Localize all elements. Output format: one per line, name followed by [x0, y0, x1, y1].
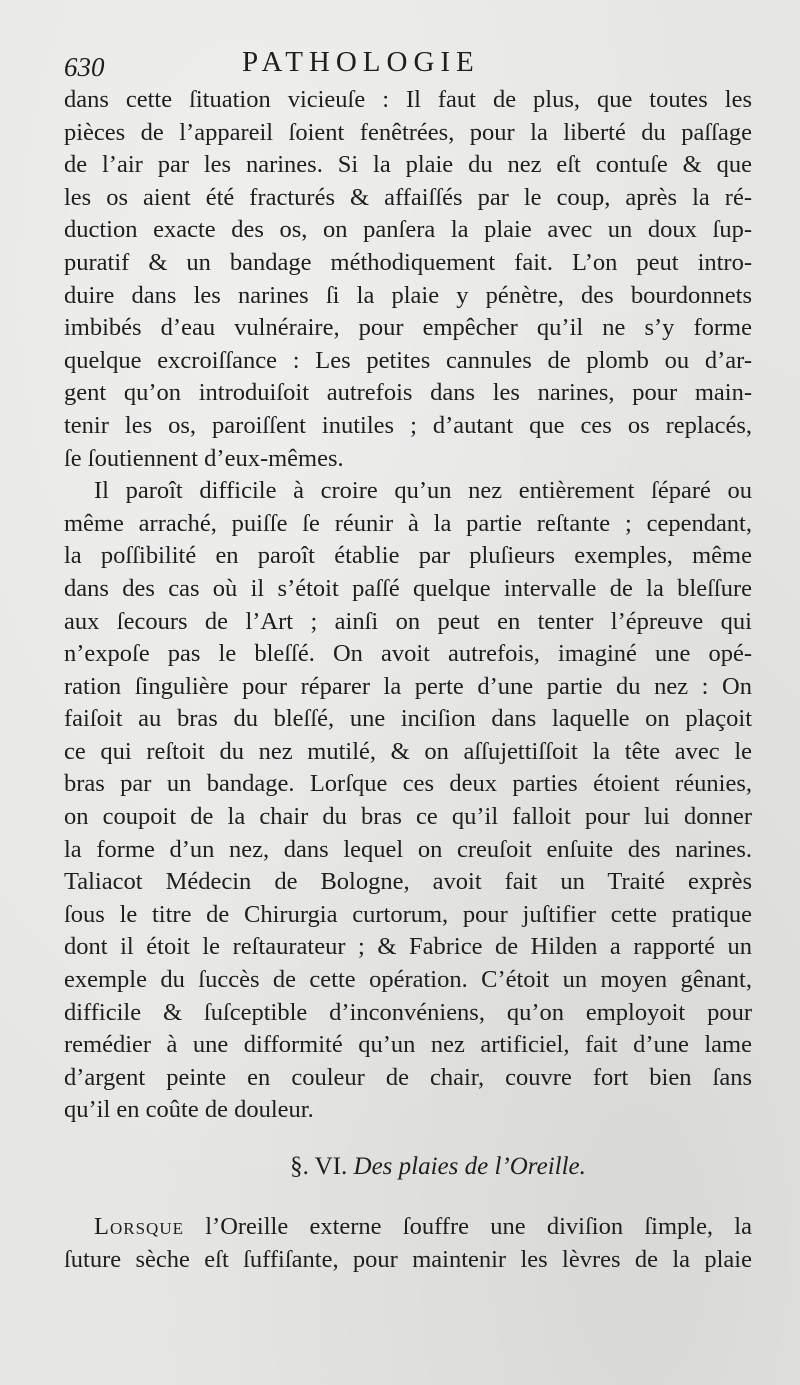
text-line: faiſoit au bras du bleſſé, une inciſion dans laquelle on plaçoit: [64, 705, 752, 733]
text-line: remédier à une difformité qu’un nez artificiel, fait d’une lame: [64, 1031, 752, 1059]
paragraph-2: [64, 475, 752, 1127]
section-number: §. VI.: [290, 1153, 348, 1180]
lead-word: Lorsque: [94, 1213, 184, 1240]
text-line: duire dans les narines ſi la plaie y pénètre, des bourdonnets: [64, 281, 752, 309]
paragraph-1: [64, 84, 752, 475]
text-line: dont il étoit le reſtaurateur ; & Fabrice de Hilden a rapporté un: [64, 933, 752, 961]
text-line: de l’air par les narines. Si la plaie du nez eſt contuſe & que: [64, 151, 752, 179]
text-line: aux ſecours de l’Art ; ainſi on peut en tenter l’épreuve qui: [64, 607, 752, 635]
text-line: [64, 1211, 752, 1244]
text-line: la poſſibilité en paroît établie par pluſieurs exemples, même: [64, 542, 752, 570]
text-line: ſe ſoutiennent d’eux-mêmes.: [64, 444, 344, 472]
text-line: ſous le titre de Chirurgia curtorum, pour juſtifier cette pratique: [64, 900, 752, 928]
book-page: [64, 44, 752, 1276]
text-line: d’argent peinte en couleur de chair, couvre fort bien ſans: [64, 1063, 752, 1091]
text-line: ration ſingulière pour réparer la perte d’une partie du nez : On: [64, 672, 752, 700]
text-line: la forme d’un nez, dans lequel on creuſoit enſuite des narines.: [64, 835, 752, 863]
text-line: gent qu’on introduiſoit autrefois dans les narines, pour main-: [64, 379, 752, 407]
text-line: n’expoſe pas le bleſſé. On avoit autrefois, imaginé une opé-: [64, 640, 752, 668]
running-head: [64, 44, 752, 84]
text-line: qu’il en coûte de douleur.: [64, 1096, 314, 1124]
text-line: pièces de l’appareil ſoient fenêtrées, pour la liberté du paſſage: [64, 118, 752, 146]
text-line: dans des cas où il s’étoit paſſé quelque intervalle de la bleſſure: [64, 574, 752, 602]
paragraph-3: [64, 1211, 752, 1276]
text-line: bras par un bandage. Lorſque ces deux parties étoient réunies,: [64, 770, 752, 798]
page-number: 630: [64, 52, 105, 82]
text-line: imbibés d’eau vulnéraire, pour empêcher qu’il ne s’y forme: [64, 314, 752, 342]
section-heading: [64, 1149, 752, 1185]
text-line: les os aient été fracturés & affaiſſés par le coup, après la ré-: [64, 183, 752, 211]
text-line: ſuture sèche eſt ſuffiſante, pour maintenir les lèvres de la plaie: [64, 1245, 752, 1273]
text-line: duction exacte des os, on panſera la plaie avec un doux ſup-: [64, 216, 752, 244]
text-line: tenir les os, paroiſſent inutiles ; d’autant que ces os replacés,: [64, 411, 752, 439]
text-line: Taliacot Médecin de Bologne, avoit fait un Traité exprès: [64, 868, 752, 896]
text-line: ce qui reſtoit du nez mutilé, & on aſſujettiſſoit la tête avec le: [64, 737, 752, 765]
text-line: puratif & un bandage méthodiquement fait. L’on peut intro-: [64, 248, 752, 276]
section-title: Des plaies de l’Oreille.: [353, 1153, 586, 1180]
text-line: on coupoit de la chair du bras ce qu’il falloit pour lui donner: [64, 803, 752, 831]
text-line: Il paroît difficile à croire qu’un nez entièrement ſéparé ou: [94, 477, 752, 505]
text-line: quelque excroiſſance : Les petites cannules de plomb ou d’ar-: [64, 346, 752, 374]
text-line: difficile & ſuſceptible d’inconvéniens, qu’on employoit pour: [64, 998, 752, 1026]
text-line: même arraché, puiſſe ſe réunir à la partie reſtante ; cependant,: [64, 509, 752, 537]
text-run: l’Oreille externe ſouffre une diviſion ſimple, la: [183, 1213, 752, 1240]
running-title: PATHOLOGIE: [242, 46, 480, 78]
text-line: exemple du ſuccès de cette opération. C’étoit un moyen gênant,: [64, 966, 752, 994]
text-line: dans cette ſituation vicieuſe : Il faut de plus, que toutes les: [64, 86, 752, 113]
